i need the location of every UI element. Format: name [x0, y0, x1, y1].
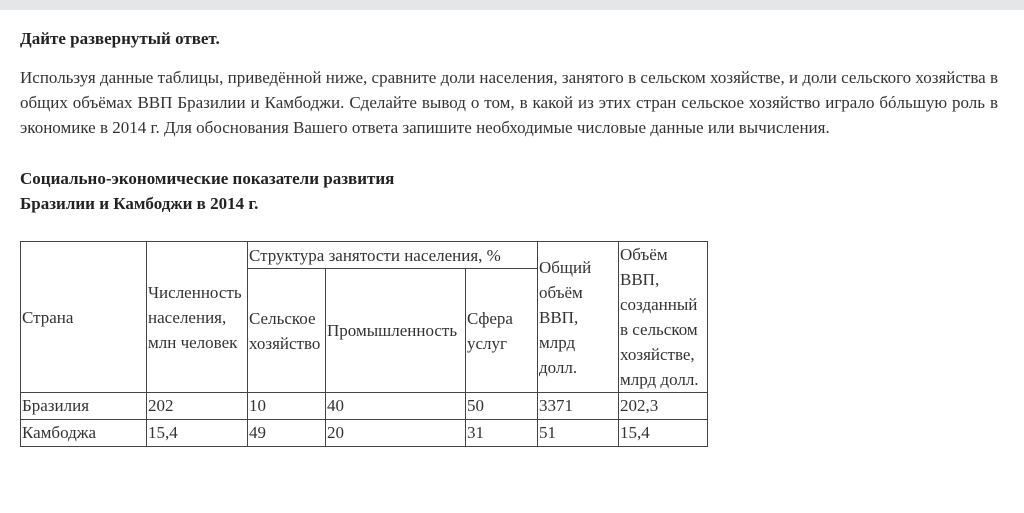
table-header-row-1: [21, 242, 708, 269]
cell-services: 31: [466, 420, 538, 447]
task-text: Используя данные таблицы, приведённой ниже, сравните доли населения, занятого в сельском хозяйстве, и доли сельского хозяйства в общих объёмах ВВП Бразилии и Камбоджи. Сделайте вывод о том, в какой из этих стран сельское хозяйство играло бóльшую роль в экономике в 2014 г. Для обоснования Вашего ответа запишите необходимые числовые данные или вычисления.: [20, 68, 998, 137]
cell-population: 15,4: [147, 420, 248, 447]
top-bar: [0, 0, 1024, 10]
cell-gdp-agri: 15,4: [619, 420, 708, 447]
header-population: Численность населения, млн человек: [147, 242, 248, 393]
header-industry: Промышленность: [326, 269, 466, 393]
task-content: [0, 28, 1024, 447]
header-gdp-total: Общий объём ВВП, млрд долл.: [538, 242, 619, 393]
table-title-line-2: Бразилии и Камбоджи в 2014 г.: [20, 194, 259, 213]
header-gdp-agri: Объём ВВП, созданный в сельском хозяйстве, млрд долл.: [619, 242, 708, 393]
data-table: [20, 241, 708, 447]
header-agriculture: Сельское хозяйство: [248, 269, 326, 393]
table-title: [20, 166, 998, 216]
cell-agriculture: 49: [248, 420, 326, 447]
table-row: [21, 393, 708, 420]
cell-services: 50: [466, 393, 538, 420]
cell-gdp-total: 51: [538, 420, 619, 447]
table-title-line-1: Социально-экономические показатели развития: [20, 169, 395, 188]
cell-gdp-total: 3371: [538, 393, 619, 420]
cell-gdp-agri: 202,3: [619, 393, 708, 420]
cell-industry: 20: [326, 420, 466, 447]
table-row: [21, 420, 708, 447]
cell-country: Бразилия: [21, 393, 147, 420]
cell-country: Камбоджа: [21, 420, 147, 447]
cell-population: 202: [147, 393, 248, 420]
cell-industry: 40: [326, 393, 466, 420]
header-services: Сфера услуг: [466, 269, 538, 393]
header-country: Страна: [21, 242, 147, 393]
task-heading: Дайте развернутый ответ.: [20, 29, 220, 48]
header-employment-group: Структура занятости населения, %: [248, 242, 538, 269]
cell-agriculture: 10: [248, 393, 326, 420]
